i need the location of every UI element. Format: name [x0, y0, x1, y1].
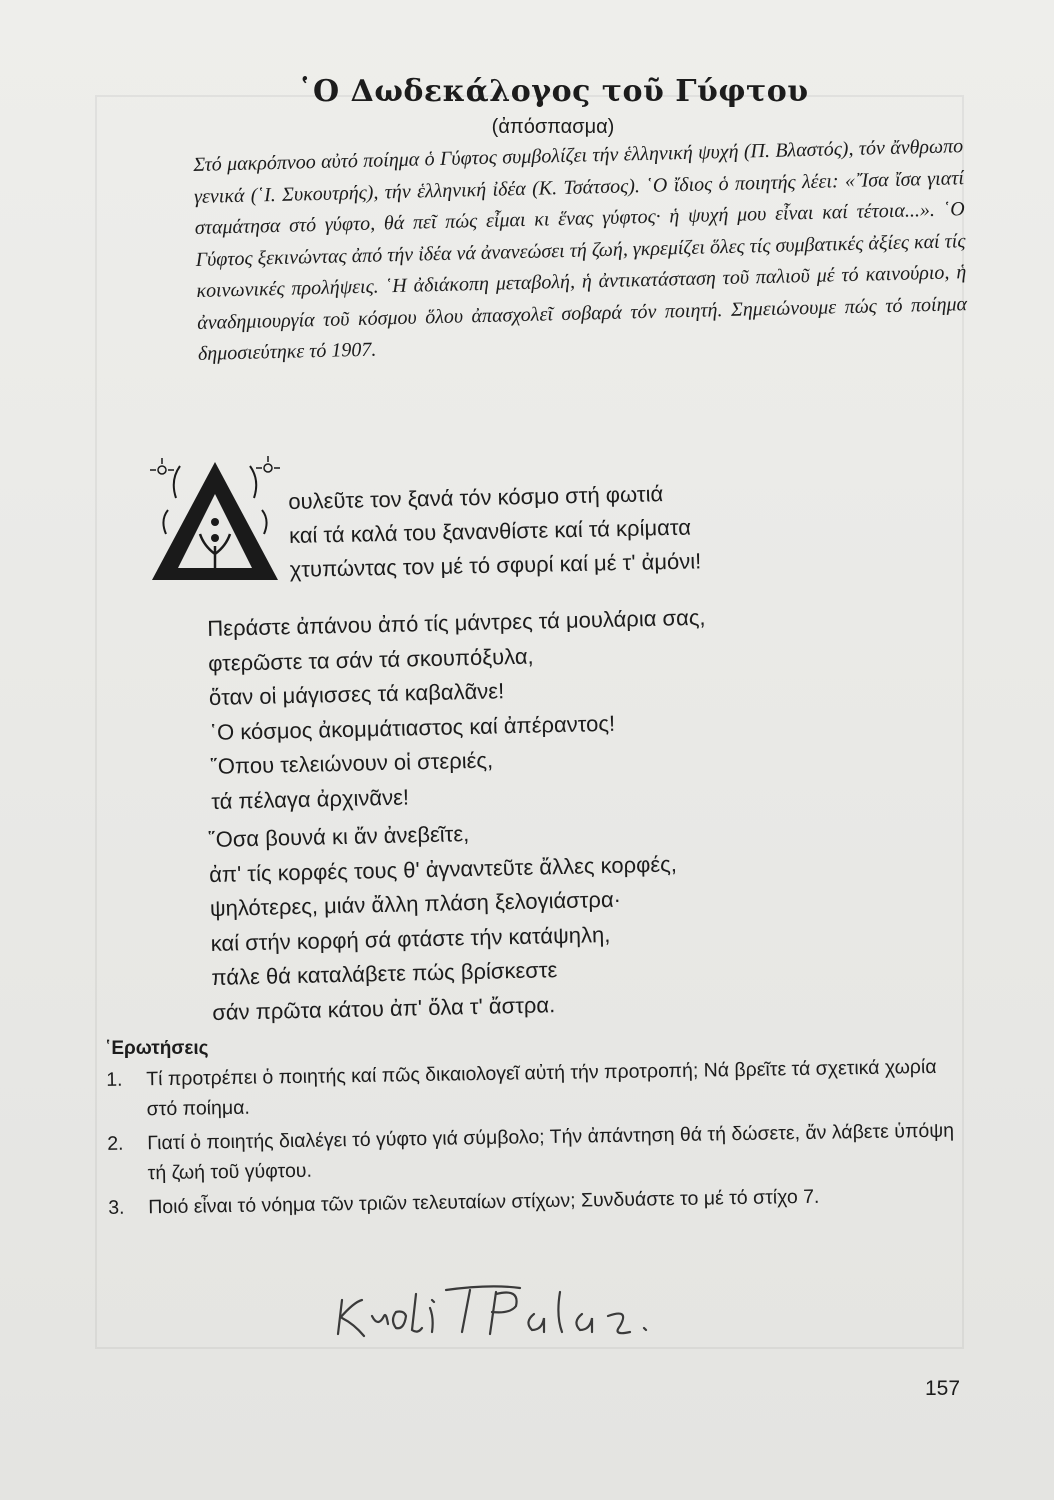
question-text: Ποιό εἶναι τό νόημα τῶν τριῶν τελευταίων στίχων; Συνδυάστε το μέ τό στίχο 7. — [148, 1185, 820, 1219]
poem-line: χτυπώντας τον μέ τό σφυρί καί μέ τ' ἀμόνι! — [289, 548, 702, 582]
question-text: Γιατί ὁ ποιητής διαλέγει τό γύφτο γιά σύμβολο; Τήν ἀπάντηση θά τή δώσετε, ἄν λάβετε ὑπόψη τή ζωή τοῦ γύφτου. — [147, 1119, 955, 1185]
poem-line: Περάστε ἀπάνου ἀπό τίς μάντρες τά μουλάρια σας, — [207, 604, 706, 641]
poem-line: ῾Ο κόσμος ἀκομμάτιαστος καί ἀπέραντος! — [209, 710, 616, 745]
poem-line: ῞Οσα βουνά κι ἄν ἀνεβεῖτε, — [208, 821, 470, 852]
question-text: Τί προτρέπει ὁ ποιητής καί πῶς δικαιολογεῖ αὐτή τήν προτροπή; Νά βρεῖτε τά σχετικά χωρία στό ποίημα. — [146, 1055, 937, 1121]
poem-line: καί στήν κορφή σά φτάστε τήν κατάψηλη, — [210, 921, 611, 956]
poem-line: ῞Οπου τελειώνουν οἱ στεριές, — [210, 747, 494, 779]
question-number: 3. — [108, 1196, 125, 1219]
dropcap-ornament-icon — [140, 450, 290, 590]
poem-line: σάν πρῶτα κάτου ἀπ' ὅλα τ' ἄστρα. — [212, 991, 556, 1025]
intro-paragraph — [193, 131, 968, 370]
page-subtitle: (ἀπόσπασμα) — [491, 116, 615, 138]
poem-stanza-2 — [207, 596, 912, 819]
page-number: 157 — [925, 1377, 961, 1400]
question-item — [102, 1051, 963, 1125]
signature-handwriting — [320, 1272, 740, 1352]
poem-line: ὅταν οἱ μάγισσες τά καβαλᾶνε! — [208, 678, 505, 710]
poem-line: τά πέλαγα ἀρχινᾶνε! — [211, 783, 410, 814]
poem-line: ἀπ' τίς κορφές τους θ' ἀγναντεῦτε ἄλλες κορφές, — [208, 850, 678, 887]
poem-stanza-3 — [208, 807, 913, 1030]
questions-list — [102, 1051, 964, 1226]
intro-text: Στό μακρόπνοο αὐτό ποίημα ὁ Γύφτος συμβολίζει τήν ἑλληνική ψυχή (Π. Βλαστός), τόν ἄνθρωπο γενικά (῾Ι. Συκουτρής), τήν ἑλληνική ἰδέα (Κ. Τσάτσος). ῾Ο ἴδιος ὁ ποιητής λέει: «῎Ισα ἴσα γιατί σταμάτησα στό γύφτο, θά πεῖ πώς εἶμαι κι ἕνας γύφτος· ἡ ψυχή μου εἶναι καί τέτοια...». ῾Ο Γύφτος ξεκινώντας ἀπό τήν ἰδέα νά ἀνανεώσει τή ζωή, γκρεμίζει ὅλες τίς συμβατικές ἀξίες καί τίς κοινωνικές προλήψεις. ῾Η ἀδιάκοπη μεταβολή, ἡ ἀντικατάσταση τοῦ παλιοῦ μέ τό καινούριο, ἡ ἀναδημιουργία τοῦ κόσμου ὅλου ἀπασχολεῖ σοβαρά τόν ποιητή. Σημειώνουμε πώς τό ποίημα δημοσιεύτηκε τό 1907. — [193, 135, 968, 365]
poem-line: ψηλότερες, μιάν ἄλλη πλάση ξελογιάστρα· — [209, 886, 622, 921]
poem-line: ουλεῦτε τον ξανά τόν κόσμο στή φωτιά — [288, 481, 664, 514]
questions-heading: ῾Ερωτήσεις — [105, 1038, 209, 1059]
question-number: 2. — [107, 1132, 124, 1155]
question-item — [103, 1115, 964, 1189]
poem-line: φτερῶστε τα σάν τά σκουπόξυλα, — [207, 643, 534, 676]
poem-line: πάλε θά καταλάβετε πώς βρίσκεστε — [211, 957, 558, 990]
poem-line: καί τά καλά του ξανανθίστε καί τά κρίματα — [288, 514, 692, 548]
poem-stanza-1 — [288, 472, 890, 587]
question-number: 1. — [106, 1068, 123, 1091]
page-title: ῾Ο Δωδεκάλογος τοῦ Γύφτου — [297, 74, 809, 109]
